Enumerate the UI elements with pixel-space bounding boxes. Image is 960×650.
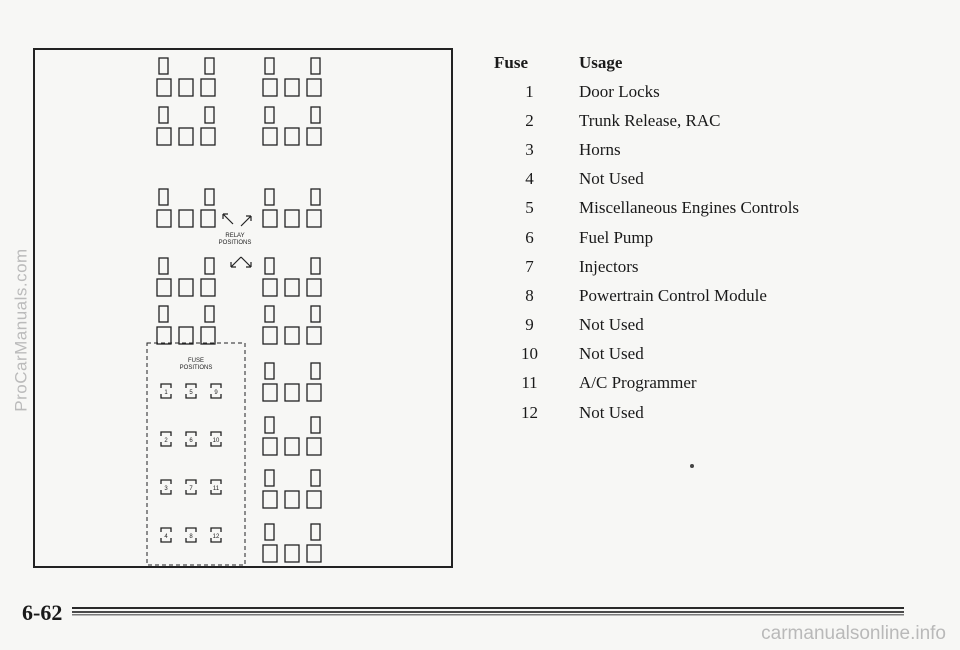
fuse-usage: A/C Programmer [579, 373, 697, 393]
relay-terminal [179, 327, 193, 344]
table-row [480, 223, 840, 252]
table-row [480, 106, 840, 135]
fuse-position-number: 8 [189, 534, 193, 540]
relay-terminal [263, 491, 277, 508]
fuse-number: 8 [525, 285, 534, 305]
relay-terminal [265, 363, 274, 379]
relay-terminal [179, 279, 193, 296]
relay-terminal [307, 210, 321, 227]
relay-terminal [157, 327, 171, 344]
page-number: 6-62 [22, 600, 63, 625]
fuse-position-number: 3 [164, 486, 168, 492]
relay-terminal [311, 107, 320, 123]
fuse-position-number: 12 [212, 534, 220, 540]
relay-terminal [205, 258, 214, 274]
fuse-number: 1 [525, 81, 534, 101]
relay-terminal [159, 258, 168, 274]
fuse-group [161, 384, 221, 542]
table-row [480, 135, 840, 164]
fuse-position-number: 4 [164, 534, 168, 540]
table-row [480, 194, 840, 223]
fuse-number: 7 [525, 256, 534, 276]
relay-terminal [179, 210, 193, 227]
relay-terminal [307, 545, 321, 562]
relay-terminal [159, 107, 168, 123]
relay-terminal [307, 327, 321, 344]
relay-terminal [285, 545, 299, 562]
table-row [480, 311, 840, 340]
relay-terminal [263, 79, 277, 96]
relay-terminal [201, 210, 215, 227]
arrow-lower-left [231, 257, 241, 267]
relay-terminal [265, 258, 274, 274]
fuse-slot-top [186, 432, 196, 436]
relay-terminal [285, 384, 299, 401]
fuse-usage: Not Used [579, 344, 644, 364]
fuse-position-number: 1 [164, 390, 168, 396]
relay-terminal [205, 306, 214, 322]
fuse-slot-top [186, 480, 196, 484]
relay-terminal [205, 189, 214, 205]
header-fuse: Fuse [494, 52, 528, 72]
fuse-usage: Trunk Release, RAC [579, 110, 721, 130]
relay-terminal [179, 79, 193, 96]
relay-terminal [159, 306, 168, 322]
fuse-usage: Miscellaneous Engines Controls [579, 198, 800, 218]
relay-terminal [307, 491, 321, 508]
relay-terminal [307, 79, 321, 96]
relay-terminal [307, 279, 321, 296]
fuse-position-number: 10 [212, 438, 220, 444]
relay-terminal [311, 306, 320, 322]
relay-terminal [157, 210, 171, 227]
arrow-upper-left [223, 214, 233, 224]
header-usage: Usage [579, 52, 623, 72]
fuse-slot-top [211, 480, 221, 484]
fuse-usage: Horns [579, 139, 621, 159]
relay-terminal [201, 279, 215, 296]
relay-terminal [205, 107, 214, 123]
fuse-usage: Powertrain Control Module [579, 285, 767, 305]
fuse-number: 6 [525, 227, 534, 247]
relay-terminal [311, 470, 320, 486]
fuse-number: 12 [521, 402, 538, 422]
relay-terminal [263, 279, 277, 296]
fuse-slot-top [161, 384, 171, 388]
fuse-usage: Not Used [579, 315, 644, 335]
fuse-slot-top [161, 432, 171, 436]
arrow-upper-right [241, 216, 251, 226]
relay-terminal [265, 524, 274, 540]
fuse-positions-label-2: POSITIONS [179, 365, 213, 371]
relay-terminal [285, 79, 299, 96]
fuse-usage: Door Locks [579, 81, 660, 101]
fuse-slot-top [186, 384, 196, 388]
relay-terminal [157, 79, 171, 96]
relay-terminal [159, 189, 168, 205]
table-row [480, 165, 840, 194]
relay-terminal [311, 58, 320, 74]
fuse-slot-top [186, 528, 196, 532]
relay-terminal [205, 58, 214, 74]
table-row [480, 77, 840, 106]
fuse-position-number: 11 [212, 486, 220, 492]
relay-terminal [157, 128, 171, 145]
fuse-number: 9 [525, 315, 534, 335]
relay-terminal [307, 384, 321, 401]
stray-mark [690, 464, 694, 468]
fuse-number: 4 [525, 169, 534, 189]
watermark-bottom: carmanualsonline.info [761, 623, 946, 644]
relay-terminal [201, 128, 215, 145]
fuse-position-number: 2 [164, 438, 168, 444]
relay-terminal [311, 417, 320, 433]
fuse-number: 5 [525, 198, 534, 218]
relay-terminal [285, 438, 299, 455]
relay-group [157, 58, 321, 562]
relay-terminal [179, 128, 193, 145]
fuse-slot-top [161, 480, 171, 484]
relay-terminal [265, 470, 274, 486]
relay-terminal [263, 545, 277, 562]
fuse-block-diagram [33, 48, 453, 568]
relay-terminal [311, 524, 320, 540]
relay-terminal [265, 107, 274, 123]
fuse-positions-label-1: FUSE [187, 358, 205, 364]
table-row [480, 252, 840, 281]
relay-terminal [157, 279, 171, 296]
footer-rule [72, 607, 904, 616]
fuse-number: 3 [525, 139, 534, 159]
relay-terminal [285, 327, 299, 344]
relay-terminal [263, 438, 277, 455]
fuse-slot-top [161, 528, 171, 532]
diagram-frame [34, 49, 452, 567]
fuse-slot-top [211, 432, 221, 436]
relay-terminal [263, 210, 277, 227]
fuse-position-number: 9 [214, 390, 218, 396]
arrow-lower-right [241, 257, 251, 267]
relay-terminal [285, 210, 299, 227]
relay-terminal [263, 384, 277, 401]
table-header-row [480, 48, 840, 77]
fuse-usage: Fuel Pump [579, 227, 654, 247]
relay-terminal [311, 189, 320, 205]
table-row [480, 340, 840, 369]
relay-terminal [201, 79, 215, 96]
relay-terminal [159, 58, 168, 74]
fuse-slot-top [211, 528, 221, 532]
relay-terminal [201, 327, 215, 344]
fuse-position-number: 6 [189, 438, 193, 444]
relay-terminal [265, 417, 274, 433]
relay-terminal [265, 58, 274, 74]
fuse-position-number: 5 [189, 390, 193, 396]
fuse-number: 10 [521, 344, 538, 364]
relay-terminal [285, 128, 299, 145]
relay-terminal [285, 491, 299, 508]
fuse-number: 11 [521, 373, 538, 393]
fuse-usage-table [480, 48, 840, 427]
table-row [480, 369, 840, 398]
relay-terminal [263, 327, 277, 344]
fuse-usage: Not Used [579, 402, 644, 422]
relay-terminal [307, 128, 321, 145]
fuse-number: 2 [525, 110, 534, 130]
table-row [480, 281, 840, 310]
fuse-position-number: 7 [189, 486, 193, 492]
table-row [480, 398, 840, 427]
fuse-usage: Not Used [579, 169, 644, 189]
relay-terminal [265, 189, 274, 205]
relay-terminal [311, 258, 320, 274]
relay-positions-label-2: POSITIONS [218, 240, 252, 246]
relay-terminal [263, 128, 277, 145]
fuse-usage: Injectors [579, 256, 639, 276]
relay-terminal [307, 438, 321, 455]
relay-positions-label-1: RELAY [225, 233, 245, 239]
relay-terminal [285, 279, 299, 296]
relay-terminal [265, 306, 274, 322]
fuse-slot-top [211, 384, 221, 388]
relay-terminal [311, 363, 320, 379]
watermark-left: ProCarManuals.com [11, 248, 31, 412]
